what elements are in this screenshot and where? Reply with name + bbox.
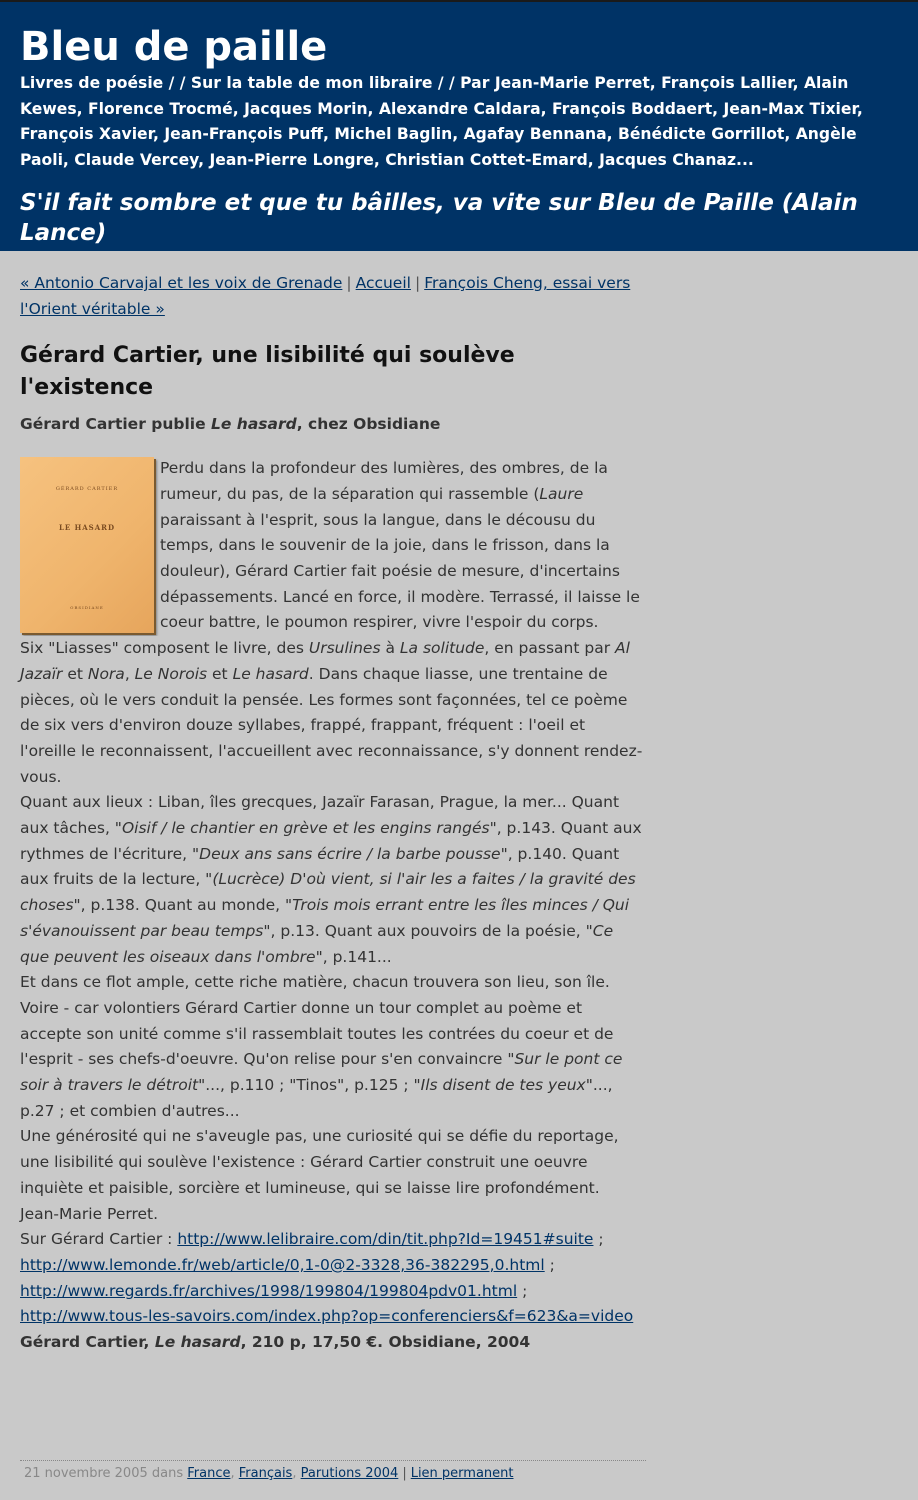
external-links [20,1227,646,1330]
external-link-tous-les-savoirs[interactable]: http://www.tous-les-savoirs.com/index.php?op=conferenciers&f=623&a=video [20,1307,634,1326]
category-link-parutions-2004[interactable]: Parutions 2004 [300,1466,399,1481]
post-title: Gérard Cartier, une lisibilité qui soulève l'existence [20,343,515,401]
cover-author: GÉRARD CARTIER [55,486,119,493]
italic-run: (Lucrèce) D'où vient, si l'air les a faites / la gravité des choses [20,870,636,915]
text-run: , [124,664,135,683]
text-run: , 210 p, 17,50 €. Obsidiane, 2004 [240,1333,531,1352]
text-run: Six "Liasses" composent le livre, des [20,639,309,658]
category-separator: , [230,1466,239,1481]
italic-run: Le hasard [154,1333,241,1352]
italic-run: Le hasard [232,664,309,683]
subtitle-text: Gérard Cartier publie [20,415,211,434]
paragraph-2 [20,636,646,790]
subtitle-book-title: Le hasard [211,415,297,434]
nav-separator: | [346,274,352,292]
blog-description: Livres de poésie / / Sur la table de mon libraire / / Par Jean-Marie Perret, François Lallier, Alain Kewes, Florence Trocmé, Jacques Morin, Alexandre Caldara, François Boddaert, Jean-Max Tixier, François Xavier, Jean-François Puff, Michel Baglin, Agafay Bennana, Bénédicte Gorrillot, Angèle Paoli, Claude Vercey, Jean-Pierre Longre, Christian Cottet-Emard, Jacques Chanaz... [20,74,863,169]
text-run: ", p.13. Quant aux pouvoirs de la poésie, " [263,921,593,940]
paragraph-3 [20,790,646,970]
italic-run: Sur le pont ce soir à travers le détroit [20,1050,623,1095]
book-cover-image [20,457,154,633]
text-run: ", p.143. Quant aux rythmes de l'écriture, " [20,819,642,863]
link-separator: ; [517,1281,528,1300]
italic-run: Laure [539,484,584,503]
external-link-lemonde[interactable]: http://www.lemonde.fr/web/article/0,1-0@2-3328,36-382295,0.html [20,1255,545,1274]
italic-run: Trois mois errant entre les îles minces / Qui s'évanouissent par beau temps [20,896,630,940]
signature: Jean-Marie Perret. [20,1204,159,1223]
link-separator: ; [544,1255,555,1274]
paragraph-4 [20,970,646,1124]
italic-run: Le Norois [134,664,208,683]
subtitle-text: , chez Obsidiane [296,415,441,434]
italic-run: La solitude [399,639,485,658]
text-run: , en passant par [484,639,615,658]
text-run: à [380,639,400,658]
home-link[interactable]: Accueil [355,274,411,292]
category-separator: , [292,1466,301,1481]
cover-title: LE HASARD [58,523,116,533]
blog-title[interactable]: Bleu de paille [20,24,328,70]
italic-run: Al Jazaïr [20,639,630,683]
post-date: 21 novembre 2005 dans [24,1466,188,1481]
text-run: Gérard Cartier, [20,1333,155,1352]
post-footer [20,1460,646,1487]
nav-separator: | [414,274,421,292]
intro-section [20,456,646,636]
italic-run: Ils disent de tes yeux [420,1076,586,1095]
links-intro: Sur Gérard Cartier : [20,1230,178,1249]
permalink[interactable]: Lien permanent [410,1466,514,1481]
text-run: Perdu dans la profondeur des lumières, des ombres, de la rumeur, du pas, de la séparation qui rassemble ( [160,459,608,503]
next-post-link[interactable]: François Cheng, essai vers l'Orient véritable » [20,274,631,318]
blog-quote: S'il fait sombre et que tu bâilles, va vite sur Bleu de Paille (Alain Lance) [20,190,858,246]
post-subtitle [20,412,646,438]
text-run: "..., p.110 ; "Tinos", p.125 ; " [198,1076,421,1095]
text-run: et [62,664,88,683]
text-run: Quant aux lieux : Liban, îles grecques, Jazaïr Farasan, Prague, la mer... Quant aux tâches, " [20,793,620,838]
post-content [20,271,646,1356]
external-link-lelibraire[interactable]: http://www.lelibraire.com/din/tit.php?Id=19451#suite [177,1230,594,1249]
text-run: et [207,664,233,683]
text-run: ", p.138. Quant au monde, " [73,896,293,915]
italic-run: Ce que peuvent les oiseaux dans l'ombre [20,921,614,966]
link-separator: ; [593,1230,604,1249]
text-run: ", p.141... [315,947,392,966]
italic-run: Oisif / le chantier en grève et les engins rangés [121,819,490,838]
post-navigation [20,271,646,322]
category-link-francais[interactable]: Français [238,1466,293,1481]
text-run: . Dans chaque liasse, une trentaine de pièces, où le vers conduit la pensée. Les formes sont façonnées, tel ce poème de six vers d'environ douze syllabes, frappé, frappant, fréquent : l'oeil et l'oreille le reconnaissent, l'accueillent avec reconnaissance, s'y donnent rendez-vous. [20,664,643,786]
text-run: "..., p.27 ; et combien d'autres... [20,1076,613,1120]
italic-run: Deux ans sans écrire / la barbe pousse [199,844,501,863]
category-link-france[interactable]: France [187,1466,231,1481]
text-run: Et dans ce flot ample, cette riche matière, chacun trouvera son lieu, son île. Voire - car volontiers Gérard Cartier donne un tour complet au poème et accepte son unité comme s'il rassemblait toutes les contrées du coeur et de l'esprit - ses chefs-d'oeuvre. Qu'on relise pour s'en convaincre " [20,973,614,1069]
text-run: paraissant à l'esprit, sous la langue, dans le décousu du temps, dans le souvenir de la joie, dans le frisson, dans la douleur), Gérard Cartier fait poésie de mesure, d'incertains dépassements. Lancé en force, il modère. Terrassé, il laisse le coeur battre, le poumon respirer, vivre l'espoir du corps. [160,510,640,632]
footer-separator: | [402,1466,407,1481]
blog-banner [0,0,918,251]
italic-run: Ursulines [308,639,381,658]
italic-run: Nora [87,664,125,683]
cover-publisher: OBSIDIANE [70,605,104,611]
paragraph-5: Une générosité qui ne s'aveugle pas, une curiosité qui se défie du reportage, une lisibilité qui soulève l'existence : Gérard Cartier construit une oeuvre inquiète et paisible, sorcière et lumineuse, qui se laisse lire profondément. [20,1127,619,1197]
previous-post-link[interactable]: « Antonio Carvajal et les voix de Grenade [20,274,343,292]
text-run: ", p.140. Quant aux fruits de la lecture, " [20,844,620,889]
external-link-regards[interactable]: http://www.regards.fr/archives/1998/199804/199804pdv01.html [20,1281,518,1300]
book-reference [20,1330,646,1356]
